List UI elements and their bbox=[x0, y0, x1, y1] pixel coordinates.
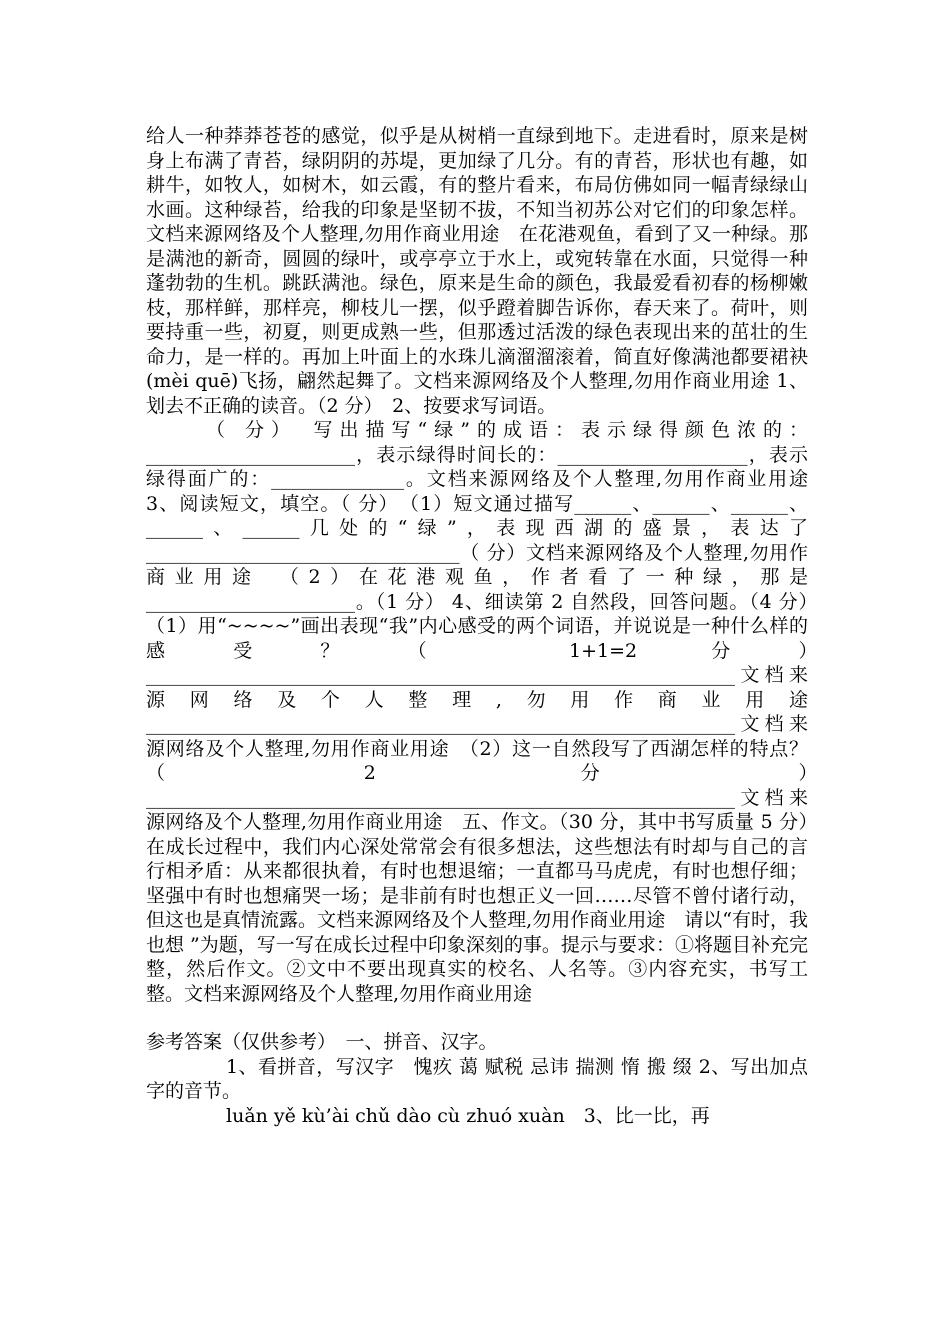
paragraph-questions: （ 分） 写出描写“绿”的成语：表示绿得颜色浓的：______________________，表示绿得时间长的：____________________，表示绿得面广的：______________。文档来源网络及个人整理,勿用作商业用途 3、阅读短文，填空。（ 分） （1）短文通过描写______、______、______、______、______几处的“绿”，表现西湖的盛景，表达了_________________________________（ 分）文档来源网络及个人整理,勿用作商业用途 （2）在花港观鱼，作者看了一种绿，那是______________________。（1 分） 4、细读第 2 自然段，回答问题。（4 分） （1）用“~~~~”画出表现“我”内心感受的两个词语，并说说是一种什么样的感受？（ 1+1=2 分） ______________________________________________________________文档来源网络及个人整理,勿用作商业用途 ______________________________________________________________文档来源网络及个人整理,勿用作商业用途 （2）这一自然段写了西湖怎样的特点？（2 分） ______________________________________________________________文档来源网络及个人整理,勿用作商业用途 五、作文。（30 分，其中书写质量 5 分） 在成长过程中，我们内心深处常常会有很多想法，这些想法有时却与自己的言行相矛盾：从来都很执着，有时也想退缩；一直都马马虎虎，有时也想仔细；坚强中有时也想痛哭一场；是非前有时也想正义一回……尽管不曾付诸行动，但这也是真情流露。文档来源网络及个人整理,勿用作商业用途 请以“有时，我也想 ”为题，写一写在成长过程中印象深刻的事。提示与要求：①将题目补充完整，然后作文。②文中不要出现真实的校名、人名等。③内容充实，书写工整。文档来源网络及个人整理,勿用作商业用途 bbox=[146, 419, 828, 1005]
paragraph-answer-hanzi: 1、看拼音，写汉字 愧疚 蔼 赋税 忌讳 揣测 惰 搬 缀 2、写出加点字的音节。 bbox=[146, 1055, 808, 1102]
paragraph-answer-pinyin: luǎn yě kù’ài chǔ dào cù zhuó xuàn 3、比一比，再 bbox=[226, 1104, 710, 1127]
paragraph-reading-passage: 给人一种莽莽苍苍的感觉，似乎是从树梢一直绿到地下。走进看时，原来是树身上布满了青苔，绿阴阴的苏堤，更加绿了几分。有的青苔，形状也有趣，如耕牛，如牧人，如树木，如云霞，有的整片看来，布局仿佛如同一幅青绿绿山水画。这种绿苔，给我的印象是坚韧不拔，不知当初苏公对它们的印象怎样。文档来源网络及个人整理,勿用作商业用途 在花港观鱼，看到了又一种绿。那是满池的新奇，圆圆的绿叶，或亭亭立于水上，或宛转靠在水面，只觉得一种蓬勃勃的生机。跳跃满池。绿色，原来是生命的颜色，我最爱看初春的杨柳嫩枝，那样鲜，那样亮，柳枝儿一摆，似乎蹬着脚告诉你，春天来了。荷叶，则要持重一些，初夏，则更成熟一些，但那透过活泼的绿色表现出来的茁壮的生命力，是一样的。再加上叶面上的水珠儿滴溜溜滚着，简直好像满池都要裙袂(mèi quē)飞扬，翩然起舞了。文档来源网络及个人整理,勿用作商业用途 1、划去不正确的读音。（2 分） 2、按要求写词语。 bbox=[146, 125, 808, 417]
document-page bbox=[146, 124, 828, 1128]
paragraph-answer-heading: 参考答案（仅供参考） 一、拼音、汉字。 bbox=[146, 1031, 498, 1053]
paragraph-gap bbox=[146, 1006, 808, 1030]
